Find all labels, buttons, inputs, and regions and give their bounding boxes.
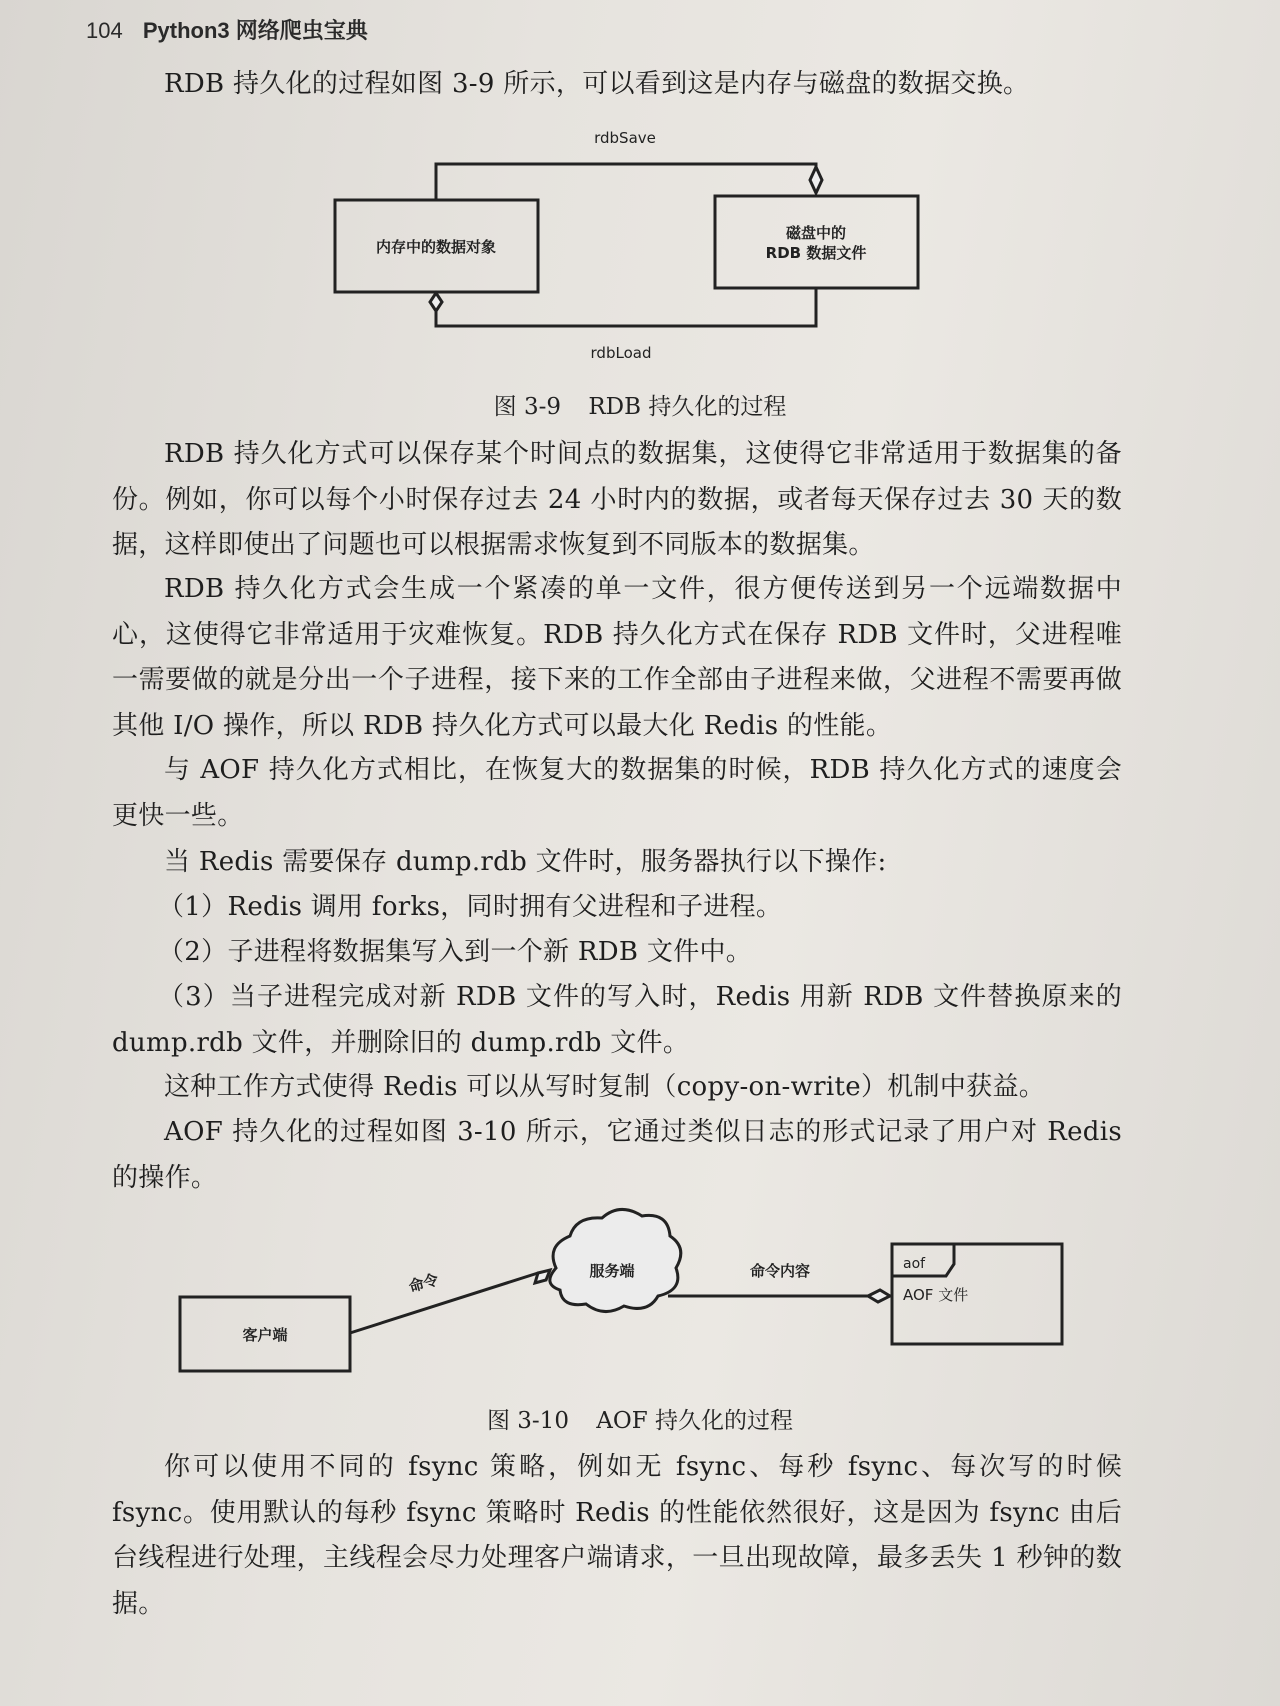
figure-3-9-title: RDB 持久化的过程 bbox=[588, 394, 787, 420]
figure-3-9-number: 图 3-9 bbox=[493, 394, 562, 420]
server-cloud bbox=[550, 1209, 681, 1311]
step-3: （3）当子进程完成对新 RDB 文件的写入时，Redis 用新 RDB 文件替换原来的 dump.rdb 文件，并删除旧的 dump.rdb 文件。 bbox=[112, 982, 1122, 1058]
rdbsave-diamond bbox=[810, 167, 822, 193]
command-label: 命令 bbox=[406, 1270, 441, 1296]
disk-box bbox=[715, 196, 918, 288]
closing-paragraph: 你可以使用不同的 fsync 策略，例如无 fsync、每秒 fsync、每次写的时候 fsync。使用默认的每秒 fsync 策略时 Redis 的性能依然很好，这是因为 fsync 由后台线程进行处理，主线程会尽力处理客户端请求，一旦出现故障，最多丢失 1 秒钟的数据。 bbox=[112, 1452, 1122, 1619]
intro-paragraph: RDB 持久化的过程如图 3-9 所示，可以看到这是内存与磁盘的数据交换。 bbox=[164, 69, 1030, 99]
step-1: （1）Redis 调用 forks，同时拥有父进程和子进程。 bbox=[158, 892, 783, 922]
rdbsave-label: rdbSave bbox=[594, 129, 656, 147]
disk-box-label-1: 磁盘中的 bbox=[785, 224, 847, 242]
command-content-label: 命令内容 bbox=[749, 1262, 811, 1280]
command-line bbox=[350, 1273, 538, 1333]
paragraph-6: AOF 持久化的过程如图 3-10 所示，它通过类似日志的形式记录了用户对 Redis 的操作。 bbox=[112, 1117, 1122, 1193]
memory-box-label: 内存中的数据对象 bbox=[375, 238, 497, 256]
page-number: 104 bbox=[86, 18, 123, 43]
paragraph-3: 与 AOF 持久化方式相比，在恢复大的数据集的时候，RDB 持久化方式的速度会更快一些。 bbox=[112, 755, 1122, 831]
paragraph-2: RDB 持久化方式会生成一个紧凑的单一文件，很方便传送到另一个远端数据中心，这使得它非常适用于灾难恢复。RDB 持久化方式在保存 RDB 文件时，父进程唯一需要做的就是分出一个子进程，接下来的工作全部由子进程来做，父进程不需要再做其他 I/O 操作，所以 RDB 持久化方式可以最大化 Redis 的性能。 bbox=[112, 574, 1122, 741]
paragraph-1: RDB 持久化方式可以保存某个时间点的数据集，这使得它非常适用于数据集的备份。例如，你可以每个小时保存过去 24 小时内的数据，或者每天保存过去 30 天的数据，这样即使出了问题也可以根据需求恢复到不同版本的数据集。 bbox=[112, 439, 1122, 560]
step-2: （2）子进程将数据集写入到一个新 RDB 文件中。 bbox=[158, 937, 753, 967]
paragraph-4: 当 Redis 需要保存 dump.rdb 文件时，服务器执行以下操作: bbox=[164, 847, 887, 877]
paragraph-5: 这种工作方式使得 Redis 可以从写时复制（copy-on-write）机制中获益。 bbox=[164, 1072, 1046, 1102]
server-label: 服务端 bbox=[589, 1262, 635, 1280]
figure-3-9-caption bbox=[0, 388, 1280, 421]
rdbload-arrow bbox=[436, 288, 816, 326]
figure-3-10-title: AOF 持久化的过程 bbox=[596, 1408, 794, 1434]
command-diamond bbox=[535, 1270, 550, 1283]
aof-file-label: AOF 文件 bbox=[903, 1286, 969, 1304]
book-title: Python3 网络爬虫宝典 bbox=[142, 18, 368, 43]
aof-tab-label: aof bbox=[903, 1256, 926, 1272]
rdbload-label: rdbLoad bbox=[590, 344, 652, 362]
client-label: 客户端 bbox=[242, 1326, 288, 1344]
content-diamond bbox=[868, 1290, 890, 1302]
figure-3-10-caption bbox=[0, 1402, 1280, 1435]
figure-3-10-number: 图 3-10 bbox=[486, 1408, 569, 1434]
disk-box-label-2: RDB 数据文件 bbox=[765, 244, 867, 262]
rdbload-diamond bbox=[430, 293, 442, 311]
